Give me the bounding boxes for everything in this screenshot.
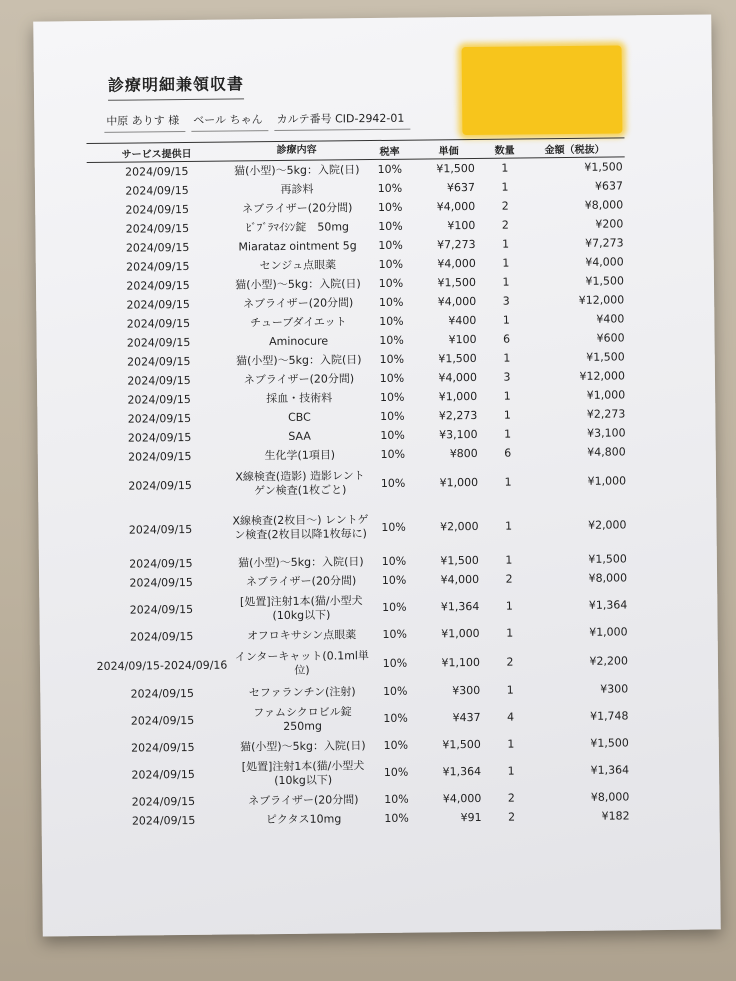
cell-price: ¥1,000 [441, 626, 480, 641]
table-row [92, 641, 630, 685]
cell-date: 2024/09/15 [127, 430, 192, 445]
cell-item: SAA [288, 429, 311, 443]
cell-amount: ¥400 [596, 312, 625, 326]
cell-price: ¥2,273 [438, 408, 478, 423]
cell-price: ¥4,000 [440, 572, 480, 587]
cell-qty: 2 [505, 572, 513, 586]
owner-name: 中原 ありす 様 [104, 112, 185, 133]
cell-amount: ¥8,000 [590, 790, 630, 804]
cell-amount: ¥1,364 [588, 598, 628, 612]
cell-date: 2024/09/15 [129, 629, 194, 644]
cell-qty: 1 [502, 237, 510, 251]
cell-item: オフロキサシン点眼薬 [247, 627, 357, 642]
cell-price: ¥637 [446, 180, 476, 195]
cell-date: 2024/09/15 [127, 392, 191, 407]
receipt-paper [33, 14, 721, 936]
cell-amount: ¥4,800 [587, 445, 626, 459]
cell-date: 2024/09/15 [130, 713, 195, 728]
cell-qty: 2 [506, 655, 514, 669]
patient-info [104, 110, 410, 133]
header-item: 診療内容 [276, 144, 317, 157]
cell-date: 2024/09/15 [131, 740, 195, 755]
cell-tax: 10% [384, 811, 409, 825]
cell-amount: ¥1,500 [588, 552, 627, 566]
cell-tax: 10% [377, 162, 403, 176]
cell-item: セファランチン(注射) [248, 684, 356, 699]
cell-qty: 1 [502, 313, 510, 327]
cell-tax: 10% [382, 656, 408, 670]
cell-tax: 10% [378, 295, 404, 309]
cell-date: 2024/09/15 [128, 478, 192, 493]
cell-amount: ¥2,000 [587, 517, 627, 532]
cell-item: ネブライザー(20分間) [248, 792, 359, 807]
cell-item: センジュ点眼薬 [259, 257, 337, 272]
cell-item: ネブライザー(20分間) [242, 200, 353, 215]
cell-amount: ¥1,000 [587, 473, 627, 488]
cell-item: 再診料 [280, 182, 314, 196]
table-row [90, 499, 628, 555]
header-price: 単価 [438, 145, 459, 157]
cell-tax: 10% [379, 371, 405, 385]
cell-tax: 10% [377, 181, 403, 195]
cell-price: ¥100 [447, 218, 476, 233]
cell-amount: ¥1,500 [585, 274, 625, 288]
cell-tax: 10% [383, 738, 409, 752]
cell-item: ファムシクロビル錠 250mg [253, 704, 352, 733]
cell-qty: 3 [503, 370, 511, 384]
cell-price: ¥300 [452, 683, 481, 698]
pet-name: ベール ちゃん [191, 111, 268, 132]
cell-date: 2024/09/15 [126, 278, 190, 293]
cell-price: ¥7,273 [437, 237, 476, 252]
cell-amount: ¥2,200 [589, 653, 629, 668]
cell-tax: 10% [380, 476, 406, 490]
table-row [90, 461, 628, 505]
cell-tax: 10% [379, 352, 405, 366]
cell-item: 猫(小型)〜5kg：入院(日) [239, 738, 366, 753]
cell-price: ¥1,500 [438, 351, 477, 366]
document-title: 診療明細兼領収書 [108, 71, 244, 100]
cell-amount: ¥12,000 [578, 293, 625, 307]
cell-date: 2024/09/15 [125, 240, 190, 255]
cell-item: 猫(小型)〜5kg：入院(日) [235, 352, 362, 367]
cell-amount: ¥182 [601, 809, 630, 823]
cell-price: ¥3,100 [439, 427, 478, 442]
cell-price: ¥1,100 [441, 655, 481, 669]
table-row [92, 698, 630, 739]
cell-amount: ¥1,500 [584, 160, 623, 174]
cell-amount: ¥3,100 [587, 426, 626, 440]
cell-price: ¥1,500 [442, 737, 481, 752]
table-body [87, 157, 632, 831]
cell-item: ネブライザー(20分間) [242, 295, 354, 310]
cell-tax: 10% [383, 711, 408, 725]
cell-amount: ¥637 [594, 179, 624, 193]
cell-item: 猫(小型)〜5kg：入院(日) [235, 276, 361, 291]
cell-qty: 1 [503, 389, 511, 403]
cell-price: ¥4,000 [437, 294, 477, 309]
chart-number: カルテ番号 CID-2942-01 [274, 110, 410, 131]
cell-tax: 10% [378, 238, 403, 252]
header-date: サービス提供日 [121, 148, 192, 161]
cell-qty: 1 [503, 408, 511, 422]
cell-price: ¥2,000 [439, 519, 479, 533]
cell-item: Miarataz ointment 5g [238, 238, 357, 253]
cell-date: 2024/09/15 [127, 373, 191, 388]
cell-amount: ¥1,000 [589, 625, 628, 639]
cell-qty: 1 [503, 351, 511, 365]
cell-tax: 10% [380, 428, 405, 442]
line-items-table [87, 137, 632, 831]
cell-date: 2024/09/15 [129, 602, 194, 617]
cell-price: ¥4,000 [438, 370, 478, 385]
cell-qty: 6 [504, 446, 512, 460]
cell-price: ¥4,000 [436, 199, 476, 214]
cell-item: CBC [287, 410, 311, 424]
cell-qty: 1 [507, 737, 515, 751]
cell-date: 2024/09/15 [126, 297, 190, 312]
cell-date: 2024/09/15 [125, 183, 189, 198]
cell-date: 2024/09/15 [129, 575, 193, 590]
cell-qty: 2 [501, 199, 509, 213]
cell-qty: 6 [503, 332, 511, 346]
cell-qty: 1 [505, 553, 513, 567]
cell-date: 2024/09/15 [131, 813, 196, 828]
cell-tax: 10% [379, 314, 404, 328]
cell-item: Aminocure [268, 334, 329, 348]
cell-tax: 10% [379, 390, 405, 404]
cell-qty: 2 [501, 218, 509, 232]
cell-amount: ¥300 [600, 682, 629, 696]
table-row [91, 587, 629, 628]
cell-price: ¥91 [460, 810, 482, 825]
cell-qty: 1 [507, 764, 515, 778]
cell-qty: 1 [501, 161, 509, 175]
header-amount: 金額（税抜） [544, 144, 605, 156]
cell-item: チューブダイエット [250, 314, 347, 329]
cell-amount: ¥1,500 [586, 350, 625, 364]
cell-item: [処置]注射1本(猫/小型犬(10kg以下) [239, 593, 363, 622]
cell-amount: ¥200 [595, 217, 624, 231]
cell-qty: 2 [508, 810, 516, 824]
cell-tax: 10% [384, 792, 409, 806]
cell-date: 2024/09/15 [126, 316, 191, 331]
cell-amount: ¥2,273 [586, 407, 626, 421]
cell-amount: ¥1,000 [586, 388, 626, 402]
cell-date: 2024/09/15-2024/09/16 [96, 658, 228, 673]
cell-qty: 4 [506, 710, 515, 724]
cell-tax: 10% [382, 600, 407, 614]
header-tax: 税率 [379, 146, 400, 158]
header-qty: 数量 [494, 145, 515, 157]
cell-tax: 10% [379, 333, 404, 347]
cell-item: 猫(小型)〜5kg：入院(日) [238, 554, 364, 569]
cell-tax: 10% [377, 200, 403, 214]
cell-qty: 1 [505, 599, 513, 613]
cell-qty: 1 [504, 427, 512, 441]
cell-price: ¥1,000 [438, 389, 478, 404]
cell-item: ネブライザー(20分間) [243, 371, 355, 386]
cell-date: 2024/09/15 [125, 221, 190, 236]
cell-price: ¥1,500 [437, 275, 477, 290]
cell-qty: 1 [506, 626, 514, 640]
cell-amount: ¥8,000 [588, 571, 628, 585]
cell-amount: ¥600 [596, 331, 625, 345]
cell-date: 2024/09/15 [130, 686, 195, 701]
cell-price: ¥1,364 [442, 764, 482, 779]
cell-amount: ¥1,500 [590, 736, 629, 750]
cell-date: 2024/09/15 [125, 202, 189, 217]
cell-price: ¥437 [452, 710, 481, 725]
cell-price: ¥100 [448, 332, 477, 347]
cell-amount: ¥8,000 [584, 198, 624, 212]
cell-tax: 10% [381, 573, 407, 587]
cell-tax: 10% [378, 219, 403, 233]
cell-item: 生化学(1項目) [264, 447, 336, 462]
cell-tax: 10% [380, 447, 406, 461]
cell-date: 2024/09/15 [126, 335, 191, 350]
cell-item: X線検査(造影) 造影レントゲン検査(1枚ごと) [235, 469, 365, 498]
cell-price: ¥4,000 [442, 791, 482, 806]
cell-date: 2024/09/15 [128, 522, 193, 537]
cell-item: 猫(小型)〜5kg：入院(日) [233, 162, 360, 177]
cell-date: 2024/09/15 [127, 411, 192, 426]
cell-tax: 10% [381, 520, 406, 534]
cell-qty: 1 [506, 683, 514, 697]
cell-tax: 10% [383, 765, 409, 779]
redaction-box [462, 45, 623, 135]
cell-date: 2024/09/15 [125, 164, 189, 179]
cell-item: ネブライザー(20分間) [245, 573, 357, 588]
cell-item: [処置]注射1本(猫/小型犬(10kg以下) [241, 758, 365, 787]
cell-date: 2024/09/15 [129, 556, 193, 571]
cell-item: 採血・技術料 [266, 390, 333, 405]
cell-date: 2024/09/15 [126, 259, 190, 274]
cell-price: ¥800 [449, 446, 478, 461]
cell-tax: 10% [380, 409, 405, 423]
cell-item: X線検査(2枚目〜) レントゲン検査(2枚目以降1枚毎に) [232, 513, 369, 542]
cell-tax: 10% [382, 627, 407, 641]
cell-tax: 10% [378, 276, 404, 290]
cell-amount: ¥1,364 [590, 763, 630, 777]
cell-price: ¥400 [448, 313, 477, 328]
cell-item: インターキャット(0.1ml単位) [234, 649, 370, 677]
cell-date: 2024/09/15 [127, 354, 191, 369]
cell-date: 2024/09/15 [128, 449, 192, 464]
cell-qty: 1 [504, 475, 512, 489]
cell-amount: ¥4,000 [585, 255, 624, 269]
cell-amount: ¥12,000 [579, 369, 626, 383]
cell-date: 2024/09/15 [131, 767, 195, 782]
cell-price: ¥1,000 [439, 475, 479, 489]
cell-amount: ¥1,748 [589, 709, 629, 723]
cell-tax: 10% [381, 554, 407, 568]
cell-qty: 1 [501, 180, 509, 194]
cell-qty: 2 [507, 791, 515, 805]
cell-date: 2024/09/15 [131, 794, 196, 809]
cell-item: ﾋﾞﾌﾞﾗﾏｲｼﾝ錠 50mg [245, 219, 350, 234]
cell-qty: 1 [502, 275, 510, 289]
cell-amount: ¥7,273 [585, 236, 624, 250]
cell-qty: 1 [502, 256, 510, 270]
cell-price: ¥4,000 [437, 256, 476, 271]
cell-price: ¥1,364 [440, 599, 480, 614]
cell-price: ¥1,500 [440, 553, 479, 568]
cell-item: ピクタス10mg [265, 811, 342, 826]
cell-price: ¥1,500 [436, 161, 475, 176]
table-row [93, 752, 631, 793]
cell-qty: 3 [502, 294, 510, 308]
cell-tax: 10% [378, 257, 404, 271]
cell-tax: 10% [382, 684, 408, 698]
cell-qty: 1 [504, 519, 513, 533]
